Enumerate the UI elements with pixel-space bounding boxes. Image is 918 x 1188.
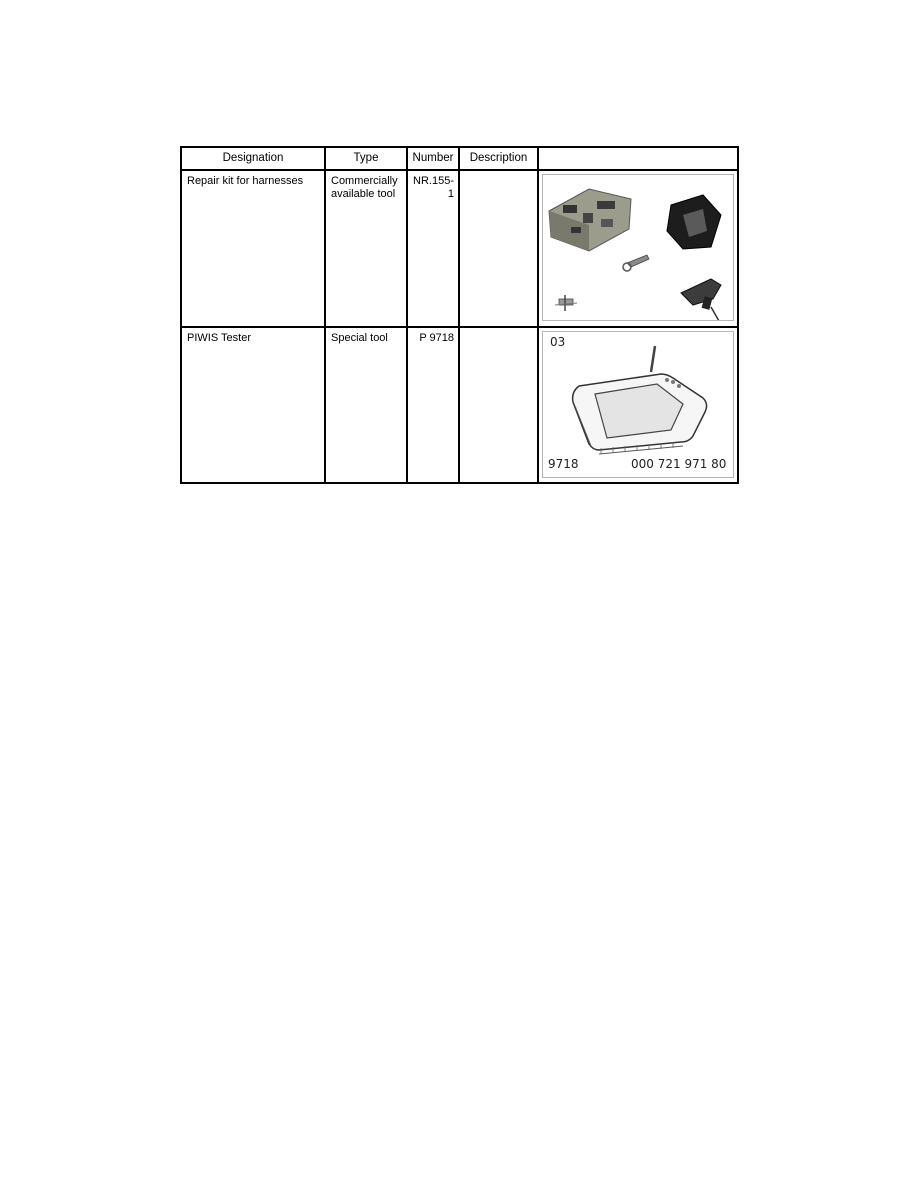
table-row [181,327,738,483]
type-text-line1: Special tool [331,332,388,344]
piwis-tester-drawing [543,332,735,477]
repair-kit-image [542,174,734,321]
type-cell [325,327,407,483]
number-text-line2: 1 [447,188,454,200]
table-header-row [181,147,738,170]
table-row [181,170,738,327]
type-cell [325,170,407,327]
special-tools-table [180,146,739,484]
tester-corner-label: 03 [550,335,566,349]
number-cell [407,327,459,483]
header-image [538,147,738,170]
image-cell [538,327,738,483]
header-number: Number [407,147,459,170]
type-text-line1: Commercially [331,175,398,187]
description-text [460,171,537,179]
header-description: Description [459,147,538,170]
number-text-line1: P 9718 [419,332,454,344]
designation-text: PIWIS Tester [187,332,251,344]
image-cell [538,170,738,327]
description-cell [459,170,538,327]
description-text [460,328,537,336]
number-text-line1: NR.155- [413,175,454,187]
designation-cell [181,327,325,483]
description-cell [459,327,538,483]
designation-cell [181,170,325,327]
repair-kit-tools-photo [543,175,735,320]
tester-tool-number-label: 9718 [548,457,579,471]
type-text-line2: available tool [331,188,396,200]
number-cell [407,170,459,327]
header-designation: Designation [181,147,325,170]
piwis-tester-image [542,331,734,478]
designation-text: Repair kit for harnesses [187,175,304,187]
tester-part-number-label: 000 721 971 80 [631,457,727,471]
header-type: Type [325,147,407,170]
